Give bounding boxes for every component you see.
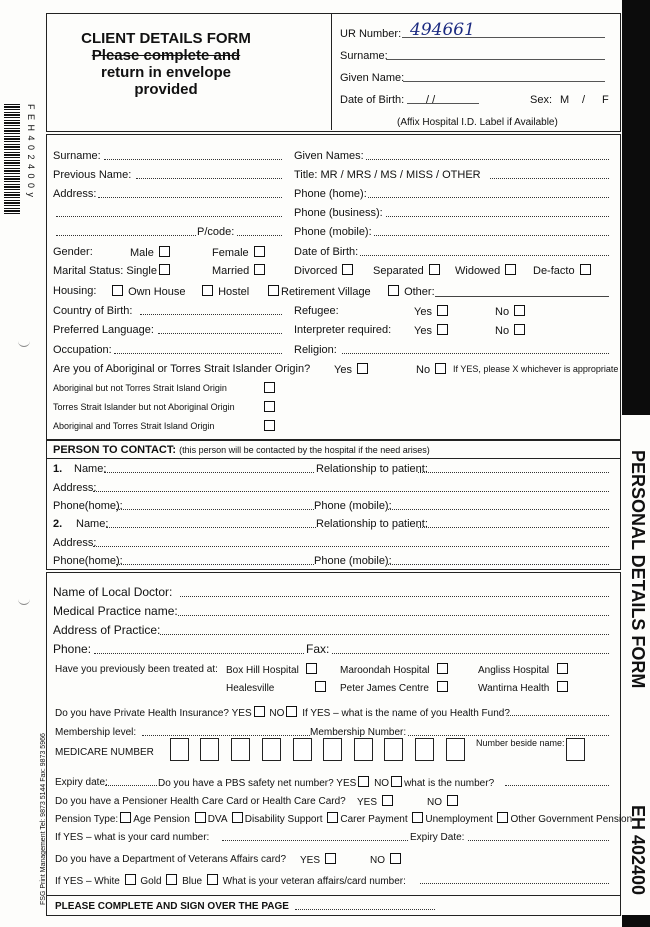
private-yes-label: YES [231,708,252,719]
hospital-angliss-checkbox[interactable] [557,663,568,674]
pbs-row [158,776,494,790]
dob-separators: / / [426,94,436,106]
veteran-gold-label: Gold [140,876,162,887]
contact-2-name-label: Name: [76,518,109,530]
marital-separated-checkbox[interactable] [429,264,440,275]
veteran-card-row [55,874,406,888]
refugee-yes-label: Yes [414,306,432,318]
right-code: EH 402400 [628,805,648,896]
aboriginal-yes-label: Yes [334,364,352,376]
number-beside-name-box[interactable] [566,738,585,761]
card-number-label: If YES – what is your card number: [55,832,210,843]
practice-address-field[interactable] [160,625,609,635]
housing-hostel [200,285,249,299]
marital-married-label: Married [212,265,250,277]
title-label: Title: MR / MRS / MS / MISS / OTHER [294,169,481,181]
hospital-maroondah-checkbox[interactable] [437,663,448,674]
hospital-healesville [226,681,328,695]
affix-note: (Affix Hospital I.D. Label if Available) [397,117,558,128]
address-field-1[interactable] [98,188,282,198]
pbs-number-question: what is the number? [404,778,495,789]
card-expiry-label: Expiry Date: [410,832,465,843]
header-divider [331,13,332,130]
contact-heading-bold: PERSON TO CONTACT: [53,444,177,456]
marital-single-checkbox[interactable] [159,264,170,275]
hospital-wantirna-checkbox[interactable] [557,681,568,692]
refugee-no-checkbox[interactable] [514,305,525,316]
language-label: Preferred Language: [53,324,154,336]
interpreter-yes-checkbox[interactable] [437,324,448,335]
aboriginal-option-1-label: Aboriginal but not Torres Strait Island Origin [53,383,227,393]
marital-divorced [294,264,355,278]
gender-male [130,246,172,260]
membership-number-field[interactable] [408,726,609,736]
given-names-label: Given Names: [294,150,364,162]
age-pension-label: Age Pension [133,814,190,825]
contact-1-address-field[interactable] [93,482,609,492]
pbs-question: Do you have a PBS safety net number? [158,778,334,789]
country-label: Country of Birth: [53,305,133,317]
interpreter-yes-label: Yes [414,325,432,337]
contact-2-phone-home-field[interactable] [116,555,314,565]
occupation-label: Occupation: [53,344,112,356]
veteran-white-checkbox[interactable] [125,874,136,885]
marital-widowed [455,264,518,278]
membership-level-label: Membership level: [55,727,137,738]
sex-f[interactable]: F [602,94,609,106]
pbs-no-checkbox[interactable] [391,776,402,787]
interpreter-label: Interpreter required: [294,324,392,336]
private-no-label: NO [269,708,285,719]
housing-retirement [266,285,371,299]
hospital-wantirna [478,681,570,695]
unemployment-label: Unemployment [425,814,493,825]
sex-label: Sex: [530,94,553,106]
marital-single-label: Single [126,265,157,277]
housing-other-field[interactable] [435,296,609,297]
other-gov-checkbox[interactable] [497,812,508,823]
hospital-maroondah [340,663,450,677]
religion-label: Religion: [294,344,337,356]
ur-number-value[interactable]: 494661 [410,20,475,40]
interpreter-no-checkbox[interactable] [514,324,525,335]
contact-1-address-label: Address: [53,482,97,494]
disability-label: Disability Support [244,814,323,825]
veterans-no-checkbox[interactable] [390,853,401,864]
veteran-number-question: What is your veteran affairs/card number: [222,876,406,887]
hospital-angliss [478,663,570,677]
carer-label: Carer Payment [340,814,408,825]
marital-married-checkbox[interactable] [254,264,265,275]
surname-label: Surname: [53,150,101,162]
gender-female-label: Female [212,247,249,259]
pension-type-row [55,812,632,826]
phone-business-label: Phone (business): [294,207,383,219]
phone-home-field[interactable] [368,188,609,198]
contact-1-number: 1. [53,463,63,475]
phone-business-field[interactable] [386,207,609,217]
aboriginal-yes [334,363,370,377]
medicare-digit-2[interactable] [200,738,219,761]
interpreter-no [495,324,527,338]
marital-separated [373,264,442,278]
hospital-peter-james-checkbox[interactable] [437,681,448,692]
marital-divorced-checkbox[interactable] [342,264,353,275]
veteran-blue-checkbox[interactable] [207,874,218,885]
contact-1-phone-mobile-label: Phone (mobile): [314,500,392,512]
contact-2-phone-mobile-field[interactable] [388,555,609,565]
pensioner-yes [357,795,395,809]
contact-2-address-label: Address: [53,537,97,549]
previous-name-field[interactable] [136,169,282,179]
refugee-no [495,305,527,319]
medicare-digit-8[interactable] [384,738,403,761]
punch-hole-top [18,338,30,347]
religion-field[interactable] [342,344,609,354]
housing-hostel-label: Hostel [218,286,250,298]
contact-1-name-label: Name: [74,463,107,475]
refugee-yes [414,305,450,319]
occupation-field[interactable] [114,344,282,354]
dob-line-header[interactable] [407,103,479,104]
housing-label: Housing: [53,285,97,297]
dva-checkbox[interactable] [195,812,206,823]
card-expiry-field[interactable] [468,831,609,841]
aboriginal-option-3-checkbox[interactable] [264,420,275,431]
header-titles [50,30,282,98]
pcode-label: P/code: [197,226,235,238]
pcode-field[interactable] [237,226,282,236]
number-beside-name-label: Number beside name: [476,738,565,748]
aboriginal-option-3-label: Aboriginal and Torres Strait Island Origin [53,421,215,431]
contact-heading-divider [46,458,620,459]
marital-defacto [533,264,593,278]
aboriginal-no [416,363,448,377]
interpreter-no-label: No [495,325,510,337]
surname-field[interactable] [104,150,282,160]
age-pension-checkbox[interactable] [120,812,131,823]
aboriginal-no-checkbox[interactable] [435,363,446,374]
housing-other-label: Other: [404,286,435,298]
ur-number-label: UR Number: [340,28,402,40]
aboriginal-option-2-label: Torres Strait Islander but not Aboriginal Origin [53,402,235,412]
hospital-angliss-label: Angliss Hospital [478,665,550,676]
hospital-healesville-label: Healesville [226,683,275,694]
contact-1-relationship-field[interactable] [418,463,609,473]
form-subtitle-2: return in envelope [100,64,232,81]
given-names-field[interactable] [366,150,609,160]
health-fund-question: If YES – what is the name of you Health Fund? [302,708,510,719]
medicare-digit-10[interactable] [446,738,465,761]
contact-2-phone-mobile-label: Phone (mobile): [314,555,392,567]
gender-male-label: Male [130,247,154,259]
gender-female [212,246,267,260]
contact-1-relationship-label: Relationship to patient: [316,463,428,475]
previously-treated-question: Have you previously been treated at: [55,664,218,675]
contact-2-phone-home-label: Phone(home): [53,555,123,567]
contact-heading [53,444,430,457]
right-title: PERSONAL DETAILS FORM [628,450,648,689]
contact-2-relationship-field[interactable] [418,518,609,528]
medicare-digit-9[interactable] [415,738,434,761]
pensioner-yes-label: YES [357,797,378,808]
pensioner-no [427,795,460,809]
address-label: Address: [53,188,97,200]
veterans-no [370,853,403,867]
housing-own-house-label: Own House [128,286,186,298]
practice-address-label: Address of Practice: [53,623,161,637]
aboriginal-yes-checkbox[interactable] [357,363,368,374]
marital-status [53,264,172,278]
pensioner-no-checkbox[interactable] [447,795,458,806]
housing-other [386,285,435,299]
contact-1-phone-home-field[interactable] [116,500,314,510]
housing-retirement-label: Retirement Village [281,286,371,298]
form-subtitle-1: Please complete and [91,47,241,64]
language-field[interactable] [158,324,282,334]
punch-hole-bottom [18,596,30,605]
refugee-label: Refugee: [294,305,339,317]
footer-divider [46,895,620,896]
veteran-gold-checkbox[interactable] [166,874,177,885]
practice-fax-field[interactable] [332,644,609,654]
housing-hostel-checkbox[interactable] [202,285,213,296]
medicare-digit-5[interactable] [293,738,312,761]
private-insurance-row [55,706,510,720]
aboriginal-note: If YES, please X whichever is appropriate [453,364,619,374]
medicare-digit-4[interactable] [262,738,281,761]
title-field[interactable] [490,169,609,179]
marital-label: Marital Status: [53,265,124,277]
aboriginal-question: Are you of Aboriginal or Torres Strait Islander Origin? [53,363,311,375]
medicare-label: MEDICARE NUMBER [55,747,154,758]
gender-male-checkbox[interactable] [159,246,170,257]
housing-other-checkbox[interactable] [388,285,399,296]
address-field-2[interactable] [56,207,282,217]
unemployment-checkbox[interactable] [412,812,423,823]
hospital-box-hill-label: Box Hill Hospital [226,665,299,676]
local-doctor-label: Name of Local Doctor: [53,585,173,599]
dob-label: Date of Birth: [294,246,359,258]
veterans-yes-label: YES [300,855,321,866]
sign-over-page-dots [295,900,435,910]
sign-over-page-note: PLEASE COMPLETE AND SIGN OVER THE PAGE [55,901,289,912]
membership-number-label: Membership Number: [310,727,407,738]
membership-level-field[interactable] [142,726,310,736]
other-gov-label: Other Government Pension [510,814,633,825]
practice-phone-field[interactable] [94,644,304,654]
given-name-label-header: Given Name: [340,72,405,84]
aboriginal-option-1-checkbox[interactable] [264,382,275,393]
pension-type-label: Pension Type: [55,814,119,825]
expiry-date-field[interactable] [105,776,157,786]
marital-separated-label: Separated [373,265,424,277]
form-title: CLIENT DETAILS FORM [81,30,251,47]
expiry-date-label: Expiry date: [55,777,108,788]
contact-heading-note: (this person will be contacted by the hospital if the need arises) [179,445,430,455]
phone-mobile-label: Phone (mobile): [294,226,372,238]
refugee-yes-checkbox[interactable] [437,305,448,316]
hospital-peter-james-label: Peter James Centre [340,683,429,694]
private-insurance-question: Do you have Private Health Insurance? [55,708,229,719]
contact-1-name-field[interactable] [104,463,314,473]
veterans-no-label: NO [370,855,385,866]
pbs-yes-label: YES [336,778,357,789]
barcode [4,102,20,214]
aboriginal-option-2-checkbox[interactable] [264,401,275,412]
housing-own-house [110,285,186,299]
contact-1-phone-mobile-field[interactable] [388,500,609,510]
contact-1-phone-home-label: Phone(home): [53,500,123,512]
marital-defacto-checkbox[interactable] [580,264,591,275]
address-field-3[interactable] [56,226,196,236]
veterans-question: Do you have a Department of Veterans Affairs card? [55,854,287,865]
medicare-digit-1[interactable] [170,738,189,761]
dob-label-header: Date of Birth: [340,94,405,106]
phone-mobile-field[interactable] [374,226,609,236]
card-number-field[interactable] [222,831,408,841]
gender-female-checkbox[interactable] [254,246,265,257]
practice-fax-label: Fax: [306,642,330,656]
hospital-box-hill-checkbox[interactable] [306,663,317,674]
phone-home-label: Phone (home): [294,188,367,200]
local-doctor-field[interactable] [180,587,609,597]
contact-2-number: 2. [53,518,63,530]
veterans-yes-checkbox[interactable] [325,853,336,864]
pbs-no-label: NO [374,778,390,789]
refugee-no-label: No [495,306,510,318]
disability-checkbox[interactable] [232,812,243,823]
marital-divorced-label: Divorced [294,265,338,277]
surname-label-header: Surname: [340,50,388,62]
pensioner-no-label: NO [427,797,442,808]
contact-2-name-field[interactable] [106,518,316,528]
marital-married [212,264,267,278]
pensioner-yes-checkbox[interactable] [382,795,393,806]
marital-defacto-label: De-facto [533,265,575,277]
aboriginal-no-label: No [416,364,431,376]
practice-phone-label: Phone: [53,642,92,656]
contact-2-relationship-label: Relationship to patient: [316,518,428,530]
contact-2-address-field[interactable] [93,537,609,547]
practice-name-field[interactable] [178,606,609,616]
hospital-box-hill [226,663,319,677]
sex-slash: / [582,94,586,106]
housing-own-house-checkbox[interactable] [112,285,123,296]
pensioner-question: Do you have a Pensioner Health Care Card or Health Care Card? [55,796,346,807]
surname-line-header[interactable] [386,59,605,60]
sex-m[interactable]: M [560,94,570,106]
medicare-digit-3[interactable] [231,738,250,761]
printer-note: FSG Print Management Tel: 9873 5144 Fax: 9873 5966 [40,733,47,905]
hospital-wantirna-label: Wantirna Health [478,683,550,694]
form-subtitle-3: provided [134,81,198,98]
barcode-text: F E H 4 0 2 4 0 0 y [26,104,36,199]
country-field[interactable] [140,305,282,315]
hospital-healesville-checkbox[interactable] [315,681,326,692]
marital-widowed-checkbox[interactable] [505,264,516,275]
practice-name-label: Medical Practice name: [53,604,178,618]
given-name-line-header[interactable] [403,81,605,82]
health-fund-field[interactable] [508,706,609,716]
private-yes-checkbox[interactable] [254,706,265,717]
marital-widowed-label: Widowed [455,265,501,277]
previous-name-label: Previous Name: [53,169,132,181]
dva-label: DVA [207,814,227,825]
veteran-white-label: If YES – White [55,876,120,887]
medicare-digit-7[interactable] [354,738,373,761]
veteran-blue-label: Blue [182,876,203,887]
veteran-number-field[interactable] [420,874,609,884]
dob-field[interactable] [360,246,609,256]
hospital-maroondah-label: Maroondah Hospital [340,665,430,676]
hospital-peter-james [340,681,450,695]
medicare-digit-6[interactable] [323,738,342,761]
housing-retirement-checkbox[interactable] [268,285,279,296]
veterans-yes [300,853,338,867]
pbs-number-field[interactable] [505,776,609,786]
private-no-checkbox[interactable] [286,706,297,717]
pbs-yes-checkbox[interactable] [358,776,369,787]
gender-label: Gender: [53,246,93,258]
carer-checkbox[interactable] [327,812,338,823]
interpreter-yes [414,324,450,338]
